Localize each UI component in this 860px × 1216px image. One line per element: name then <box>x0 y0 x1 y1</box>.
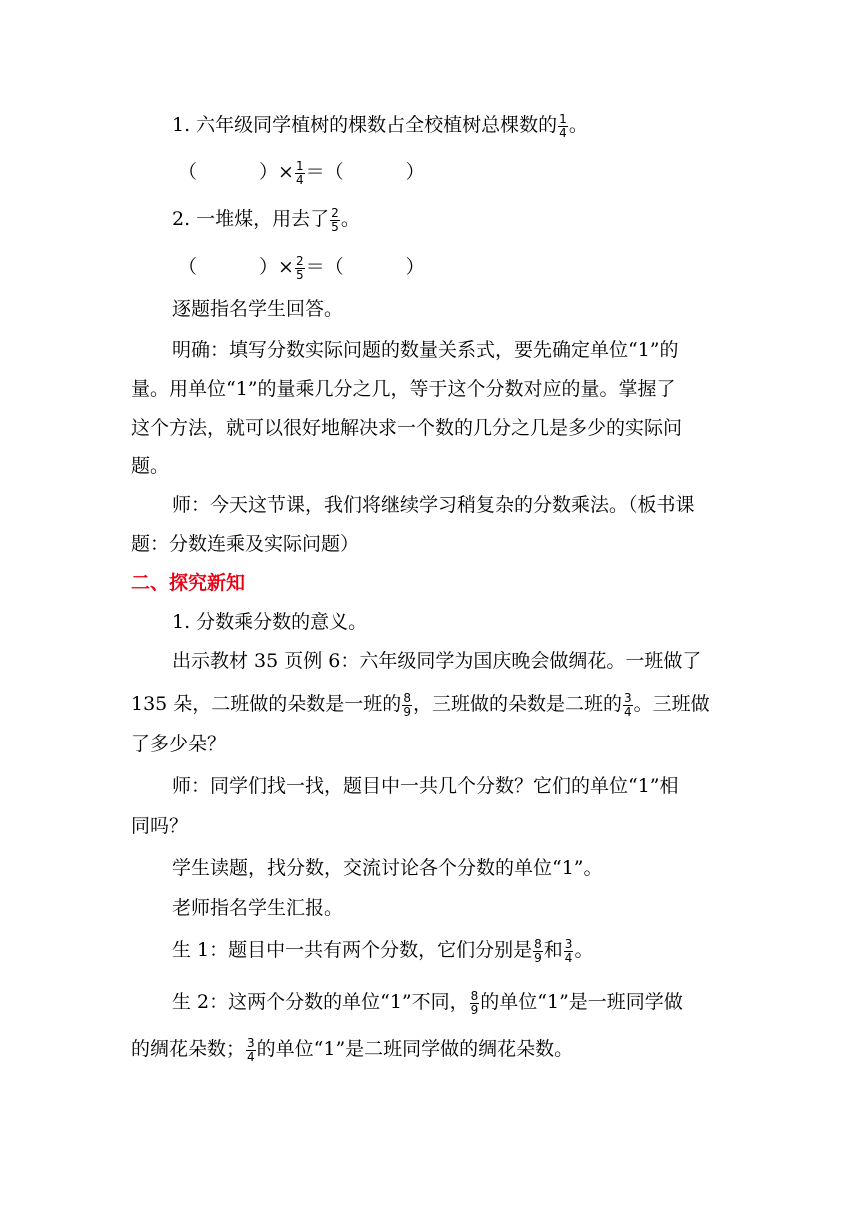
numerator: 8 <box>534 937 542 951</box>
text: 的单位“1”是一班同学做 <box>480 991 683 1014</box>
paragraph-line: 题：分数连乘及实际问题） <box>131 533 360 555</box>
paragraph-line: 师：同学们找一找，题目中一共几个分数？它们的单位“1”相 <box>172 775 679 797</box>
numerator: 3 <box>564 937 573 951</box>
numerator: 2 <box>331 206 339 220</box>
numerator: 3 <box>623 691 632 705</box>
text: 生 1：题目中一共有两个分数，它们分别是 <box>172 939 533 962</box>
denominator: 9 <box>534 950 542 965</box>
times-sign: ）× <box>259 161 294 184</box>
paren-close: ） <box>405 256 425 279</box>
relation-blank-1 <box>178 160 425 186</box>
fraction-8-9 <box>470 990 480 1016</box>
fraction-2-5 <box>330 207 340 233</box>
fraction-3-4 <box>564 938 574 964</box>
paragraph-line: 老师指名学生汇报。 <box>172 897 344 919</box>
text: ，三班做的朵数是二班的 <box>412 693 622 716</box>
fraction-1-4 <box>295 160 305 186</box>
paragraph-line: 师：今天这节课，我们将继续学习稍复杂的分数乘法。（板书课 <box>172 494 695 516</box>
paren-open: （ <box>178 161 198 184</box>
paragraph-line: 量。用单位“1”的量乘几分之几，等于这个分数对应的量。掌握了 <box>131 378 676 400</box>
denominator: 4 <box>559 125 567 140</box>
text: 。 <box>340 208 360 231</box>
paragraph-line <box>172 938 593 964</box>
numerator: 1 <box>559 112 567 126</box>
numerator: 8 <box>470 989 479 1003</box>
text: 。 <box>568 114 588 137</box>
denominator: 5 <box>295 267 304 282</box>
times-sign: ）× <box>259 256 294 279</box>
equals-sign: ＝（ <box>305 256 344 279</box>
text: 135 朵，二班做的朵数是一班的 <box>131 693 402 716</box>
paren-open: （ <box>178 256 198 279</box>
denominator: 9 <box>470 1002 479 1017</box>
equals-sign: ＝（ <box>305 161 344 184</box>
paragraph-line: 明确：填写分数实际问题的数量关系式，要先确定单位“1”的 <box>172 339 679 361</box>
paragraph-line: 题。 <box>131 455 170 477</box>
denominator: 4 <box>295 172 304 187</box>
paren-close: ） <box>405 161 425 184</box>
text: 1. 六年级同学植树的棵数占全校植树总棵数的 <box>172 114 558 137</box>
paragraph-line <box>172 990 683 1016</box>
problem-2-text <box>172 207 360 233</box>
numerator: 2 <box>295 254 304 268</box>
denominator: 5 <box>331 219 339 234</box>
text: 和 <box>543 939 563 962</box>
numerator: 1 <box>295 159 304 173</box>
paragraph-line: 出示教材 35 页例 6：六年级同学为国庆晚会做绸花。一班做了 <box>172 650 702 672</box>
paragraph-line: 学生读题，找分数，交流讨论各个分数的单位“1”。 <box>172 857 603 879</box>
denominator: 4 <box>564 950 573 965</box>
fraction-3-4 <box>246 1037 256 1063</box>
fraction-3-4 <box>623 692 633 718</box>
fraction-8-9 <box>402 692 412 718</box>
relation-blank-2 <box>178 255 425 281</box>
fraction-2-5 <box>295 255 305 281</box>
paragraph-line <box>131 692 710 718</box>
denominator: 4 <box>247 1049 255 1064</box>
text: 的绸花朵数； <box>131 1038 246 1061</box>
text: 。三班做 <box>633 693 710 716</box>
text: 2. 一堆煤，用去了 <box>172 208 330 231</box>
paragraph-line: 1. 分数乘分数的意义。 <box>172 611 368 633</box>
numerator: 3 <box>247 1036 255 1050</box>
paragraph-line: 这个方法，就可以很好地解决求一个数的几分之几是多少的实际问 <box>131 417 683 439</box>
denominator: 9 <box>403 704 411 719</box>
paragraph-line: 了多少朵？ <box>131 733 227 755</box>
paragraph-line <box>131 1037 573 1063</box>
paragraph-line: 逐题指名学生回答。 <box>172 298 344 320</box>
problem-1-text <box>172 113 588 139</box>
fraction-8-9 <box>533 938 543 964</box>
text: 生 2：这两个分数的单位“1”不同， <box>172 991 469 1014</box>
fraction-1-4 <box>558 113 568 139</box>
numerator: 8 <box>403 691 411 705</box>
text: 。 <box>574 939 594 962</box>
paragraph-line: 同吗？ <box>131 815 189 837</box>
section-heading: 二、探究新知 <box>131 572 246 594</box>
text: 的单位“1”是二班同学做的绸花朵数。 <box>256 1038 574 1061</box>
denominator: 4 <box>623 704 632 719</box>
